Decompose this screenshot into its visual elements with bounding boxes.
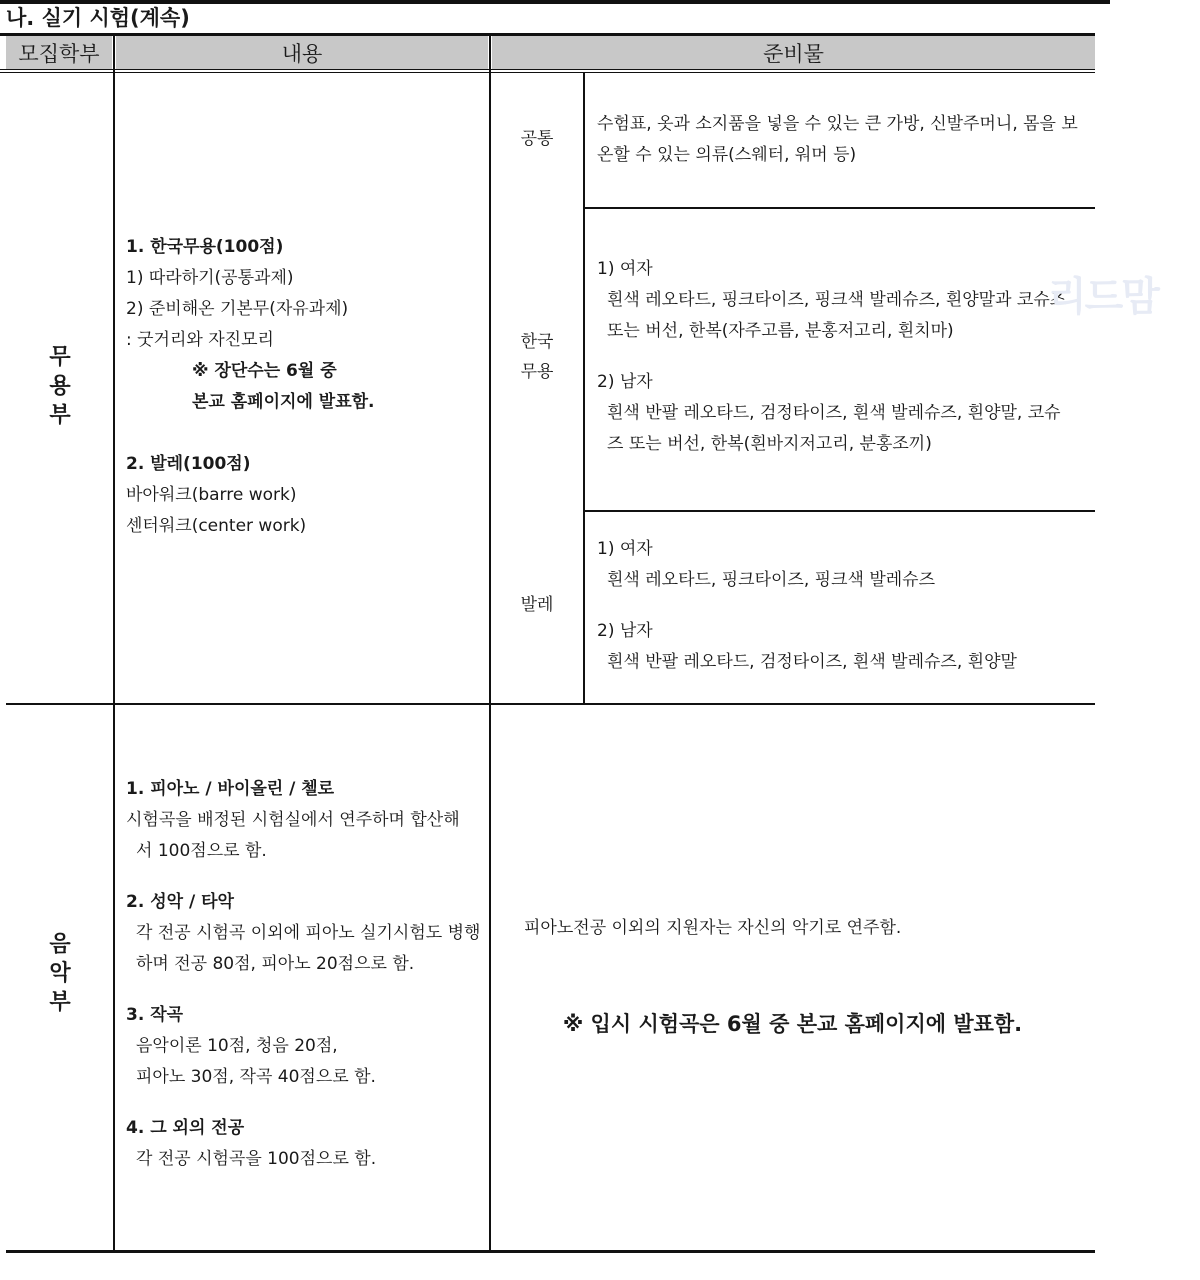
header-dept: 모집학부 <box>6 36 112 69</box>
row-divider-dance-music <box>6 703 1095 705</box>
prep-korean-female-title: 1) 여자 <box>597 259 653 279</box>
col-divider-1 <box>113 36 115 1251</box>
korean-dance-line: 1) 따라하기(공통과제) <box>126 268 294 288</box>
watermark-logo: 리드맘 <box>1048 274 1158 320</box>
prep-korean-female-line: 흰색 레오타드, 핑크타이즈, 핑크색 발레슈즈, 흰양말과 코슈즈 <box>607 290 1067 310</box>
prep-ballet-male-title: 2) 남자 <box>597 621 653 641</box>
music-content <box>126 774 480 1175</box>
music-item-line: 각 전공 시험곡 이외에 피아노 실기시험도 병행 <box>136 923 481 943</box>
music-item-line: 서 100점으로 함. <box>136 841 267 861</box>
ballet-line: 바아워크(barre work) <box>126 485 297 505</box>
prep-korean-male-line: 즈 또는 버선, 한복(흰바지저고리, 분홍조끼) <box>607 434 932 454</box>
ballet-line: 센터워크(center work) <box>126 516 307 536</box>
prep-korean-female-line: 또는 버선, 한복(자주고름, 분홍저고리, 흰치마) <box>607 321 954 341</box>
prep-korean-label <box>491 327 583 387</box>
korean-dance-line: 2) 준비해온 기본무(자유과제) <box>126 299 349 319</box>
prep-ballet-label: 발레 <box>520 595 554 615</box>
prep-ballet-male-line: 흰색 반팔 레오타드, 검정타이즈, 흰색 발레슈즈, 흰양말 <box>607 652 1017 672</box>
prep-korean-male-title: 2) 남자 <box>597 372 653 392</box>
prep-korean-label-2: 무용 <box>520 362 554 382</box>
ballet-title: 2. 발레(100점) <box>126 454 251 474</box>
dept-dance-label: 무용부 <box>49 345 71 428</box>
header-content: 내용 <box>116 36 488 69</box>
dept-music-label: 음악부 <box>49 932 71 1015</box>
prep-common-line: 온할 수 있는 의류(스웨터, 워머 등) <box>597 145 857 165</box>
music-item-line: 음악이론 10점, 청음 20점, <box>136 1036 338 1056</box>
header-bottom-rule <box>0 69 1095 73</box>
prep-korean-male-line: 흰색 반팔 레오타드, 검정타이즈, 흰색 발레슈즈, 흰양말, 코슈 <box>607 403 1061 423</box>
row-divider-common <box>584 207 1095 209</box>
music-item-line: 각 전공 시험곡을 100점으로 함. <box>136 1149 377 1169</box>
music-item-line: 하며 전공 80점, 피아노 20점으로 함. <box>136 954 415 974</box>
music-item-title: 1. 피아노 / 바이올린 / 첼로 <box>126 779 335 799</box>
korean-dance-note: ※ 장단수는 6월 중 <box>192 361 337 381</box>
korean-dance-line: : 굿거리와 자진모리 <box>126 330 274 350</box>
music-item-title: 2. 성악 / 타악 <box>126 892 234 912</box>
dept-music <box>45 930 75 1017</box>
prep-ballet <box>597 534 1017 678</box>
section-title: 나. 실기 시험(계속) <box>6 6 190 30</box>
prep-korean <box>597 254 1066 460</box>
prep-common-line: 수험표, 옷과 소지품을 넣을 수 있는 큰 가방, 신발주머니, 몸을 보 <box>597 114 1078 134</box>
col-divider-2 <box>489 36 491 1251</box>
prep-common <box>597 109 1078 171</box>
music-item-title: 4. 그 외의 전공 <box>126 1118 245 1138</box>
dance-content <box>126 232 375 542</box>
prep-korean-label-1: 한국 <box>520 332 554 352</box>
music-prep-notice: ※ 입시 시험곡은 6월 중 본교 홈페이지에 발표함. <box>562 1012 1023 1036</box>
header-prep: 준비물 <box>492 36 1095 69</box>
music-item-line: 피아노 30점, 작곡 40점으로 함. <box>136 1067 376 1087</box>
col-divider-3 <box>583 73 585 704</box>
prep-ballet-female-line: 흰색 레오타드, 핑크타이즈, 핑크색 발레슈즈 <box>607 570 936 590</box>
row-divider-korean <box>584 510 1095 512</box>
prep-ballet-female-title: 1) 여자 <box>597 539 653 559</box>
music-item-title: 3. 작곡 <box>126 1005 184 1025</box>
music-prep-line: 피아노전공 이외의 지원자는 자신의 악기로 연주함. <box>524 918 902 938</box>
korean-dance-note: 본교 홈페이지에 발표함. <box>192 392 375 412</box>
dept-dance <box>45 343 75 430</box>
table-bottom-rule <box>6 1250 1095 1253</box>
prep-common-label: 공통 <box>520 129 554 149</box>
korean-dance-title: 1. 한국무용(100점) <box>126 237 284 257</box>
music-item-line: 시험곡을 배정된 시험실에서 연주하며 합산해 <box>126 810 460 830</box>
